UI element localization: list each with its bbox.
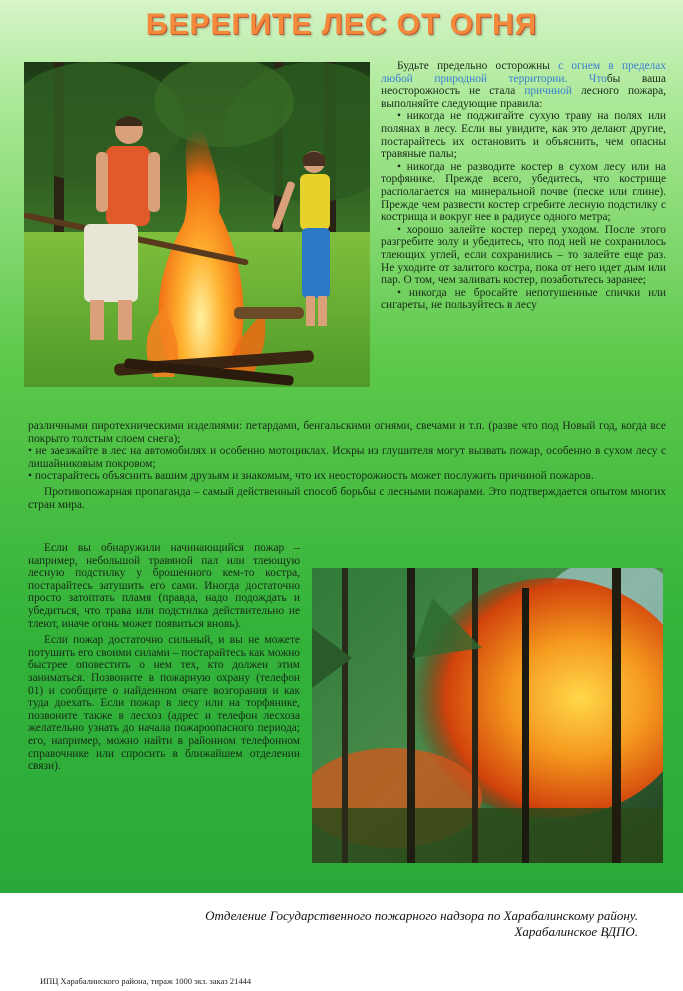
rule-item: • никогда не поджигайте сухую траву на полях или полянах в лесу. Если вы увидите, как это делают другие, постарайтесь их остановить и объяснить, чем опасны травяные палы; (381, 110, 666, 161)
rule-item: • хорошо залейте костер перед уходом. После этого разгребите золу и убедитесь, что под ней не сохранилось тлеющих углей, если сохранились – то залейте еще раз. Не уходите от залитого костра, пока от него идет дым или пар. О том, чем заливать костер, позаботьтесь заранее; (381, 223, 666, 287)
big-fire-paragraph: Если пожар достаточно сильный, и вы не можете потушить его своими силами – постарайтесь как можно быстрее оповестить о нем тех, кто должен этим заниматься. Позвоните в пожарную охрану (телефон 01) и сообщите о найденном очаге возгорания и как туда доехать. Если пожар в лесу или на торфянике, позвоните также в лесхоз (адрес и телефон лесхоза желательно узнать до начала пожароопасного периода; его, например, можно найти в районном телефонном справочнике или спросить в ближайшем отделении связи). (28, 634, 300, 773)
rules-continuation (28, 420, 666, 511)
small-fire-paragraph: Если вы обнаружили начинающийся пожар – например, небольшой травяной пал или тлеющую лесную подстилку у брошенного кем-то костра, постарайтесь затушить его сами. Иногда достаточно просто затоптать пламя (правда, надо подождать и убедиться, что трава или подстилка действительно не тлеют, иначе огонь может появиться вновь). (28, 542, 300, 630)
page-title: БЕРЕГИТЕ ЛЕС ОТ ОГНЯ (145, 8, 538, 41)
rule-item: • не заезжайте в лес на автомобилях и особенно мотоциклах. Искры из глушителя могут вызвать пожар, особенно в сухом лесу с лишайниковым покровом; (28, 445, 666, 470)
footer-line2: Харабалинское ВДПО. (514, 924, 638, 939)
rule-item: • постарайтесь объяснить вашим друзьям и знакомым, что их неосторожность может послужить причиной пожаров. (28, 470, 594, 483)
intro-text-a: Будьте предельно осторожны (397, 60, 550, 72)
forest-fire-photo (312, 568, 663, 863)
footer-line1: Отделение Государственного пожарного надзора по Харабалинскому району. (205, 908, 638, 923)
intro-text-c: бы ваша неосторожность не стала (381, 72, 666, 98)
intro-column (381, 60, 666, 312)
imprint-text: ИПЦ Харабалинского района, тираж 1000 экз. заказ 21444 (40, 976, 252, 986)
propaganda-paragraph: Противопожарная пропаганда – самый действенный способ борьбы с лесными пожарами. Это подтверждается опытом многих стран мира. (28, 485, 666, 511)
intro-paragraph (381, 60, 666, 110)
rule-continuation-text: различными пиротехническими изделиями: петардами, бенгальскими огнями, свечами и т.п. (разве что под Новый год, когда все покрыто толстым слоем снега); (28, 420, 666, 445)
footer-credits (78, 908, 638, 940)
intro-text-b: с огнем в пределах любой природной территории. Что (381, 60, 666, 85)
lower-left-column (28, 542, 300, 773)
rule-item: • никогда не разводите костер в сухом лесу или на торфянике. Прежде всего, убедитесь, что кострище располагается на минеральной почве (песке или глине). Прежде чем развести костер сгребите лесную подстилку с кострища и вокруг нее в радиусе одного метра; (381, 160, 666, 224)
campfire-children-photo (24, 62, 370, 387)
rule-item: • никогда не бросайте непотушенные спички или сигареты, не пользуйтесь в лесу (381, 286, 666, 312)
intro-text-e: лесного пожара, выполняйте следующие правила: (381, 85, 666, 110)
intro-text-d: причиной (524, 85, 572, 98)
